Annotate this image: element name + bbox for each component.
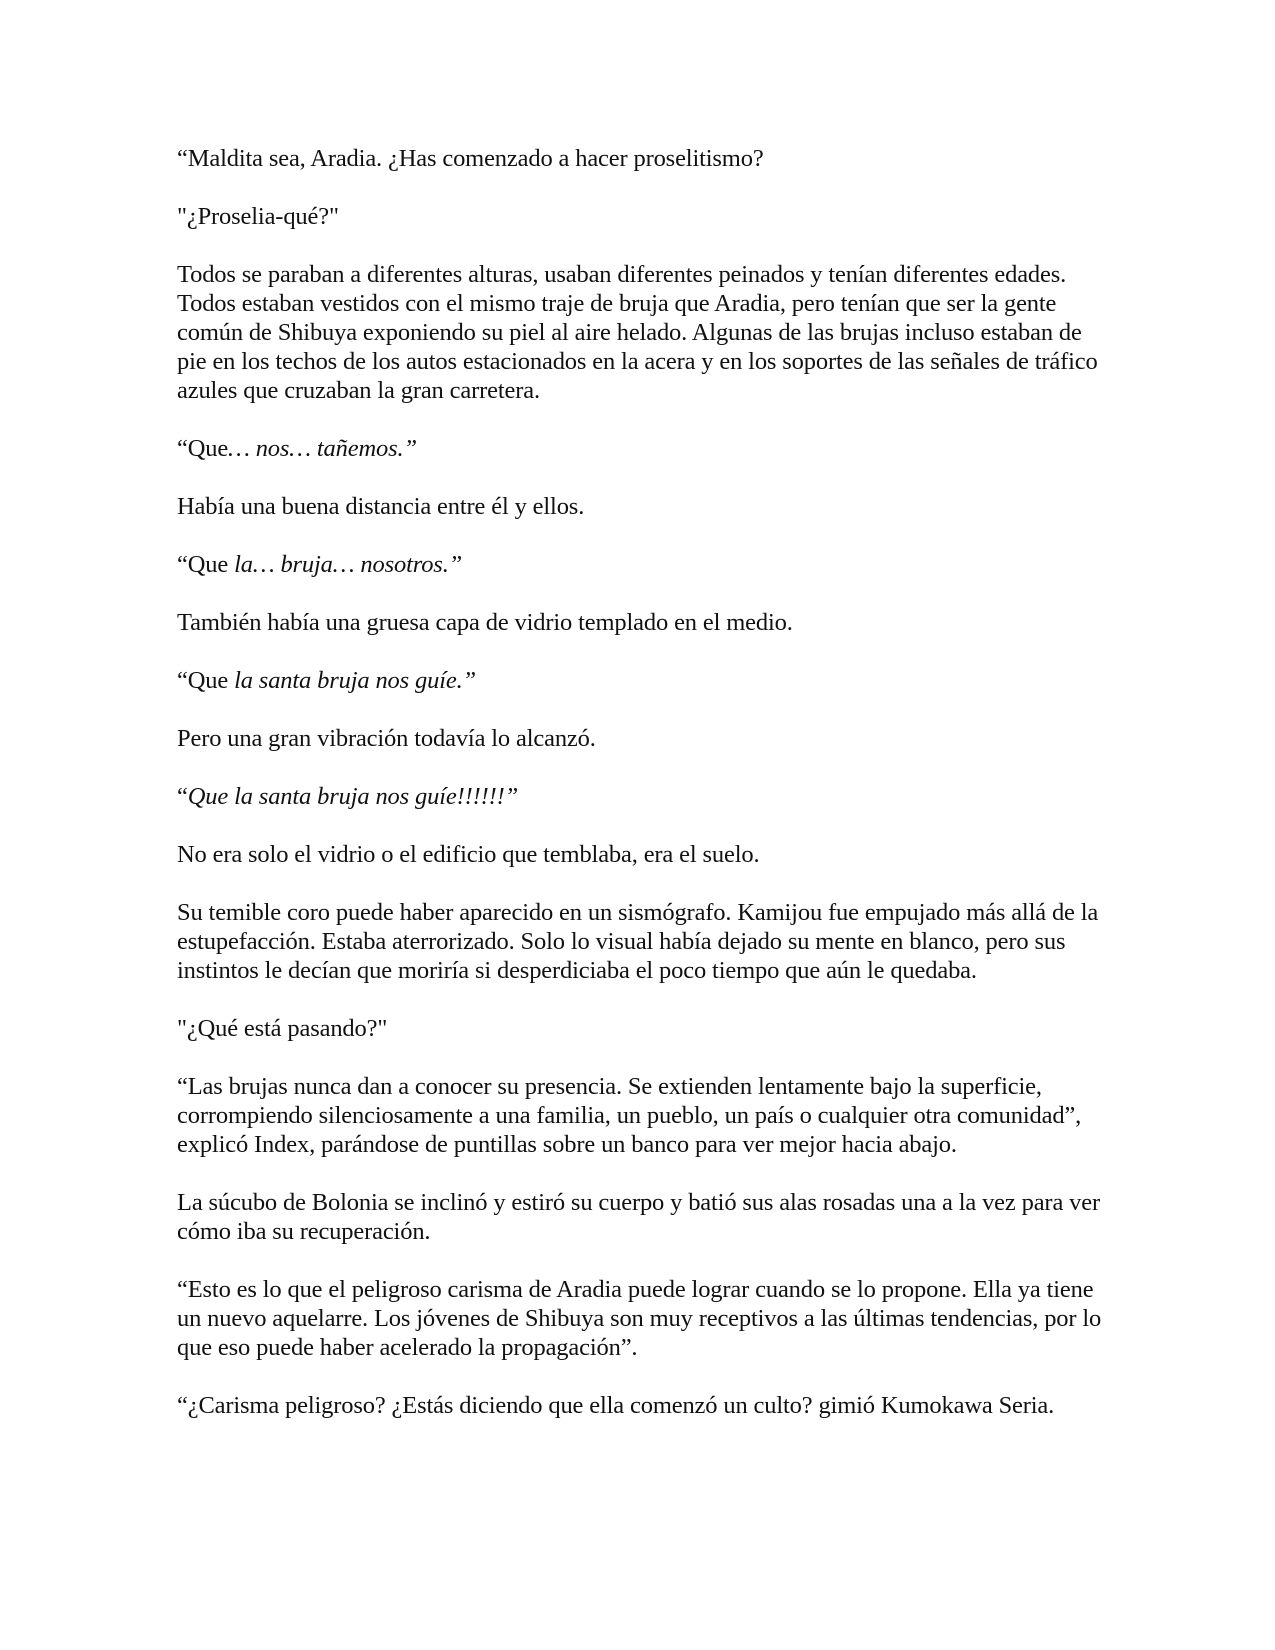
- paragraph: [177, 492, 1107, 521]
- paragraph: [177, 202, 1107, 231]
- paragraph: [177, 260, 1107, 405]
- paragraph: [177, 1072, 1107, 1159]
- text-run: Había una buena distancia entre él y ellos.: [177, 493, 585, 520]
- paragraph: [177, 1275, 1107, 1362]
- text-run: “Las brujas nunca dan a conocer su presencia. Se extienden lentamente bajo la superficie, corrompiendo silenciosamente a una familia, un pueblo, un país o cualquier otra comunidad”, explicó Index, parándose de puntillas sobre un banco para ver mejor hacia abajo.: [177, 1073, 1082, 1158]
- paragraph: [177, 666, 1107, 695]
- paragraph: [177, 782, 1107, 811]
- paragraph: [177, 1014, 1107, 1043]
- text-run: “: [177, 783, 188, 810]
- text-run: Su temible coro puede haber aparecido en un sismógrafo. Kamijou fue empujado más allá de la estupefacción. Estaba aterrorizado. Solo lo visual había dejado su mente en blanco, pero sus instintos le decían que moriría si desperdiciaba el poco tiempo que aún le quedaba.: [177, 899, 1099, 984]
- text-run: "¿Qué está pasando?": [177, 1015, 388, 1042]
- italic-text-run: Que la santa bruja nos guíe!!!!!!”: [187, 783, 519, 810]
- text-run: “Maldita sea, Aradia. ¿Has comenzado a hacer proselitismo?: [177, 145, 764, 172]
- paragraph: [177, 144, 1107, 173]
- text-run: “Esto es lo que el peligroso carisma de Aradia puede lograr cuando se lo propone. Ella ya tiene un nuevo aquelarre. Los jóvenes de Shibuya son muy receptivos a las últimas tendencias, por lo que eso puede haber acelerado la propagación”.: [177, 1276, 1102, 1361]
- paragraph: [177, 1188, 1107, 1246]
- text-run: No era solo el vidrio o el edificio que temblaba, era el suelo.: [177, 841, 760, 868]
- paragraph: [177, 434, 1107, 463]
- text-run: “Que: [177, 551, 235, 578]
- text-run: La súcubo de Bolonia se inclinó y estiró su cuerpo y batió sus alas rosadas una a la vez para ver cómo iba su recuperación.: [177, 1189, 1100, 1245]
- paragraph: [177, 840, 1107, 869]
- text-run: “Que: [177, 435, 229, 462]
- paragraph: [177, 1391, 1107, 1420]
- document-page: [177, 144, 1107, 1449]
- text-run: “¿Carisma peligroso? ¿Estás diciendo que ella comenzó un culto? gimió Kumokawa Seria.: [177, 1392, 1055, 1419]
- text-run: Pero una gran vibración todavía lo alcanzó.: [177, 725, 596, 752]
- text-run: Todos se paraban a diferentes alturas, usaban diferentes peinados y tenían diferentes edades. Todos estaban vestidos con el mismo traje de bruja que Aradia, pero tenían que ser la gente común de Shibuya exponiendo su piel al aire helado. Algunas de las brujas incluso estaban de pie en los techos de los autos estacionados en la acera y en los soportes de las señales de tráfico azules que cruzaban la gran carretera.: [177, 261, 1098, 404]
- paragraph: [177, 898, 1107, 985]
- italic-text-run: … nos… tañemos.”: [228, 435, 417, 462]
- italic-text-run: la… bruja… nosotros.”: [234, 551, 463, 578]
- text-run: "¿Proselia-qué?": [177, 203, 339, 230]
- paragraph: [177, 550, 1107, 579]
- italic-text-run: la santa bruja nos guíe.”: [234, 667, 477, 694]
- paragraph: [177, 608, 1107, 637]
- text-run: “Que: [177, 667, 235, 694]
- paragraph: [177, 724, 1107, 753]
- text-run: También había una gruesa capa de vidrio templado en el medio.: [177, 609, 793, 636]
